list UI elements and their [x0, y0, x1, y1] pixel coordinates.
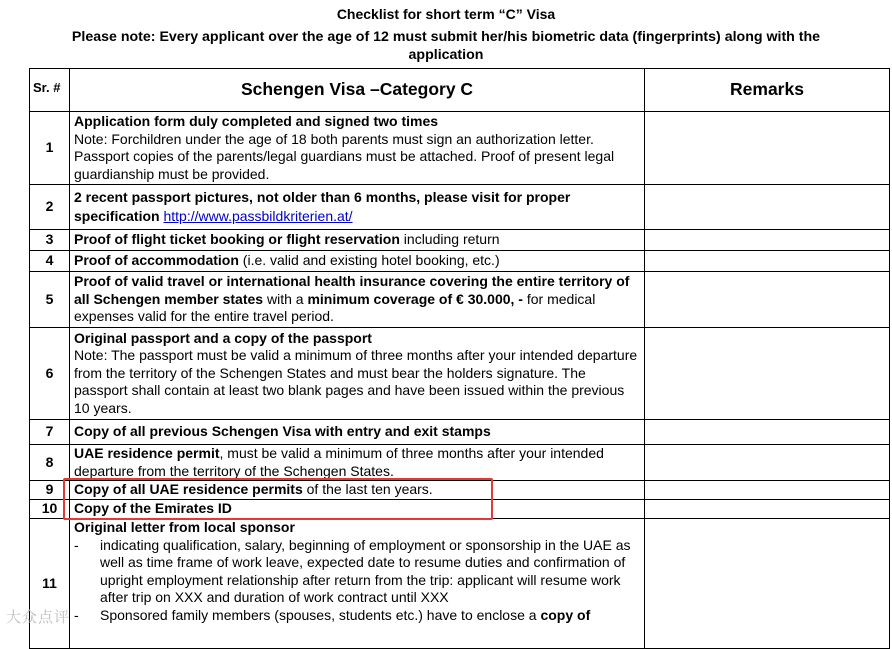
row-title: Proof of accommodation — [74, 252, 239, 269]
row-content — [70, 481, 645, 500]
row-title: 2 recent passport pictures, not older than 6 months, please visit for proper specification — [74, 189, 571, 224]
table-row — [30, 420, 890, 445]
row-title: Original letter from local sponsor — [74, 519, 295, 535]
row-note: Note: Forchildren under the age of 18 both parents must sign an authorization letter. Passport copies of the parents/legal guardians must be attached. Proof of present legal guardianship must be provided. — [74, 130, 615, 182]
row-remarks — [645, 230, 890, 251]
row-title: Proof of flight ticket booking or flight reservation — [74, 231, 400, 248]
row-title: UAE residence permit — [74, 445, 220, 461]
row-remarks — [645, 185, 890, 230]
bullet-bold-text: copy of — [540, 606, 591, 623]
row-remarks — [645, 420, 890, 445]
column-header-remarks: Remarks — [645, 69, 890, 112]
row-remarks — [645, 445, 890, 481]
row-remarks — [645, 481, 890, 500]
row-content — [70, 328, 645, 420]
table-row — [30, 185, 890, 230]
row-content — [70, 420, 645, 445]
bullet-text: indicating qualification, salary, beginning of employment or sponsorship in the UAE as well as time frame of work leave, expected date to resume duties and confirmation of upright employment relationship after return from the trip: applicant will resume work after trip on XXX and duration of work contract until XXX — [100, 536, 631, 605]
row-number: 5 — [30, 272, 70, 328]
row-text: for medical expenses valid for the entire travel period. — [74, 290, 596, 325]
row-text: of the last ten years. — [302, 481, 433, 498]
row-text: including return — [399, 231, 500, 248]
table-row — [30, 112, 890, 185]
row-content — [70, 230, 645, 251]
table-row — [30, 272, 890, 328]
row-remarks — [645, 519, 890, 649]
row-title: Copy of the Emirates ID — [74, 500, 232, 517]
row-remarks — [645, 500, 890, 519]
row-number: 2 — [30, 185, 70, 230]
table-row — [30, 328, 890, 420]
checklist-table — [29, 68, 890, 649]
bullet-item: - Sponsored family members (spouses, students etc.) have to enclose a copy of — [74, 606, 591, 623]
row-number: 8 — [30, 445, 70, 481]
table-row — [30, 481, 890, 500]
bullet-text: Sponsored family members (spouses, students etc.) have to enclose a — [100, 606, 537, 623]
row-remarks — [645, 328, 890, 420]
row-content — [70, 251, 645, 272]
row-text: with a — [263, 290, 308, 307]
table-row — [30, 500, 890, 519]
row-title: Proof of valid travel or international health insurance covering the entire territory of all Schengen member states — [74, 273, 630, 307]
document-title: Checklist for short term “C” Visa — [336, 6, 556, 22]
table-header-row — [30, 69, 890, 112]
row-number: 6 — [30, 328, 70, 420]
row-title: Original passport and a copy of the passport — [74, 329, 372, 346]
row-number: 3 — [30, 230, 70, 251]
column-header-number: Sr. # — [30, 69, 70, 112]
row-number: 1 — [30, 112, 70, 185]
row-note: Note: The passport must be valid a minimum of three months after your intended departure from the territory of the Schengen States and must bear the holders signature. The passport shall contain at least two blank pages and have been issued within the previous 10 years. — [74, 347, 638, 416]
table-row — [30, 251, 890, 272]
row-number: 4 — [30, 251, 70, 272]
row-content — [70, 185, 645, 230]
row-remarks — [645, 272, 890, 328]
row-content — [70, 272, 645, 328]
row-remarks — [645, 112, 890, 185]
column-header-title: Schengen Visa –Category C — [70, 69, 645, 112]
row-remarks — [645, 251, 890, 272]
table-row — [30, 230, 890, 251]
row-text: , must be valid a minimum of three months after your intended departure from the territory of the Schengen States. — [74, 445, 604, 479]
row-text: (i.e. valid and existing hotel booking, etc.) — [238, 252, 500, 269]
row-content — [70, 519, 645, 649]
document-note: Please note: Every applicant over the age of 12 must submit her/his biometric data (fingerprints) along with the application — [71, 29, 821, 63]
row-number: 11 — [30, 519, 70, 649]
bullet-item: - indicating qualification, salary, beginning of employment or sponsorship in the UAE as well as time frame of work leave, expected date to resume duties and confirmation of upright employment relationship after return from the trip: applicant will resume work after trip on XXX and duration of work contract until XXX — [74, 536, 631, 605]
table-row — [30, 445, 890, 481]
row-bold-text: minimum coverage of € 30.000, - — [307, 290, 523, 307]
row-number: 9 — [30, 481, 70, 500]
row-number: 10 — [30, 500, 70, 519]
specification-link[interactable]: http://www.passbildkriterien.at/ — [163, 208, 353, 224]
row-title: Application form duly completed and signed two times — [74, 113, 439, 129]
table-row — [30, 519, 890, 649]
row-title: Copy of all UAE residence permits — [74, 481, 303, 498]
row-content — [70, 112, 645, 185]
row-number: 7 — [30, 420, 70, 445]
row-title: Copy of all previous Schengen Visa with entry and exit stamps — [74, 423, 491, 440]
row-content — [70, 500, 645, 519]
watermark: 大众点评 — [6, 609, 71, 626]
row-content — [70, 445, 645, 481]
